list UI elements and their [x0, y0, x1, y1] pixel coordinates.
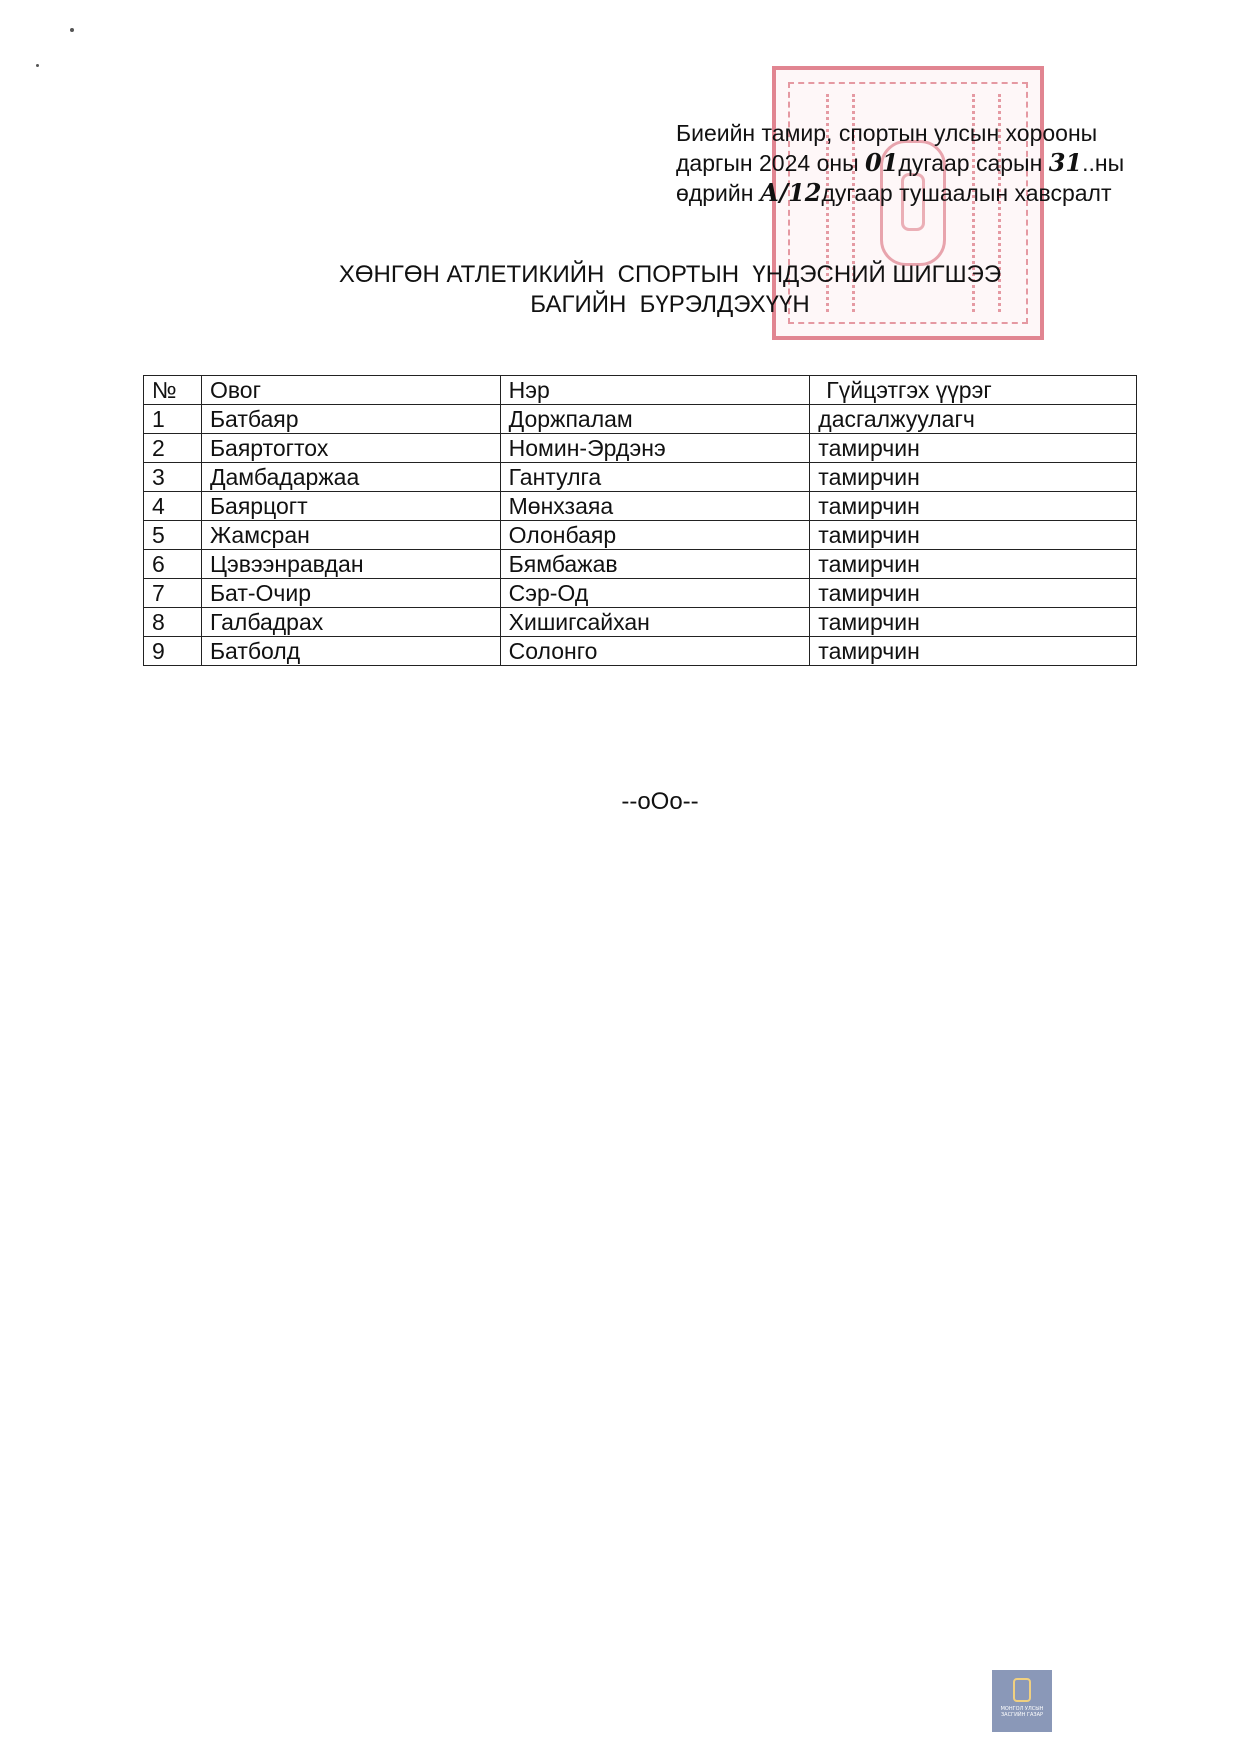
cell-name: Солонго	[500, 637, 810, 666]
logo-label: МОНГОЛ УЛСЫН ЗАСГИЙН ГАЗАР	[1000, 1706, 1044, 1718]
table-row	[144, 550, 1137, 579]
government-logo	[992, 1670, 1052, 1732]
attachment-note	[676, 118, 1196, 208]
header-number: №	[144, 376, 202, 405]
cell-number: 7	[144, 579, 202, 608]
cell-surname: Жамсран	[201, 521, 500, 550]
cell-surname: Галбадрах	[201, 608, 500, 637]
cell-number: 5	[144, 521, 202, 550]
table-row	[144, 434, 1137, 463]
cell-role: тамирчин	[810, 637, 1137, 666]
cell-number: 3	[144, 463, 202, 492]
table-header-row	[144, 376, 1137, 405]
scan-speck	[36, 64, 39, 67]
cell-name: Олонбаяр	[500, 521, 810, 550]
team-roster-table	[143, 375, 1137, 666]
table-row	[144, 492, 1137, 521]
cell-surname: Баярцогт	[201, 492, 500, 521]
cell-surname: Баяртогтох	[201, 434, 500, 463]
cell-role: тамирчин	[810, 492, 1137, 521]
table-row	[144, 405, 1137, 434]
cell-role: тамирчин	[810, 608, 1137, 637]
cell-number: 1	[144, 405, 202, 434]
cell-name: Доржпалам	[500, 405, 810, 434]
cell-surname: Бат-Очир	[201, 579, 500, 608]
end-of-document-mark: --оОо--	[621, 788, 699, 815]
title-line-1: ХӨНГӨН АТЛЕТИКИЙН СПОРТЫН ҮНДЭСНИЙ ШИГШЭЭ	[338, 261, 1002, 288]
note-text: өдрийн	[676, 180, 760, 206]
cell-surname: Батболд	[201, 637, 500, 666]
table-row	[144, 579, 1137, 608]
cell-number: 9	[144, 637, 202, 666]
note-text: дугаар тушаалын хавсралт	[821, 180, 1112, 206]
cell-number: 2	[144, 434, 202, 463]
note-line-3	[676, 178, 1196, 208]
note-text: даргын 2024 оны	[676, 150, 865, 176]
cell-number: 4	[144, 492, 202, 521]
cell-surname: Батбаяр	[201, 405, 500, 434]
note-text: дугаар сарын	[898, 150, 1049, 176]
table-row	[144, 463, 1137, 492]
cell-name: Мөнхзаяа	[500, 492, 810, 521]
cell-surname: Цэвээнравдан	[201, 550, 500, 579]
cell-role: тамирчин	[810, 521, 1137, 550]
title-line-2: БАГИЙН БҮРЭЛДЭХҮҮН	[530, 291, 810, 318]
cell-role: тамирчин	[810, 550, 1137, 579]
soyombo-icon	[1013, 1678, 1031, 1702]
table-row	[144, 608, 1137, 637]
table-row	[144, 637, 1137, 666]
header-name: Нэр	[500, 376, 810, 405]
cell-name: Номин-Эрдэнэ	[500, 434, 810, 463]
handwritten-month: 01	[865, 148, 899, 177]
cell-name: Хишигсайхан	[500, 608, 810, 637]
cell-name: Сэр-Од	[500, 579, 810, 608]
handwritten-order-number: А/12	[759, 178, 822, 207]
note-text: ..ны	[1082, 150, 1125, 176]
cell-name: Гантулга	[500, 463, 810, 492]
cell-name: Бямбажав	[500, 550, 810, 579]
header-surname: Овог	[201, 376, 500, 405]
cell-role: тамирчин	[810, 434, 1137, 463]
document-title	[300, 260, 1040, 320]
cell-role: тамирчин	[810, 463, 1137, 492]
header-role: Гүйцэтгэх үүрэг	[810, 376, 1137, 405]
note-line-1: Биеийн тамир, спортын улсын хорооны	[676, 120, 1098, 146]
cell-role: дасгалжуулагч	[810, 405, 1137, 434]
cell-surname: Дамбадаржаа	[201, 463, 500, 492]
table-row	[144, 521, 1137, 550]
cell-role: тамирчин	[810, 579, 1137, 608]
handwritten-day: 31	[1048, 148, 1083, 177]
cell-number: 6	[144, 550, 202, 579]
note-line-2	[676, 148, 1196, 178]
cell-number: 8	[144, 608, 202, 637]
scan-speck	[70, 28, 74, 32]
